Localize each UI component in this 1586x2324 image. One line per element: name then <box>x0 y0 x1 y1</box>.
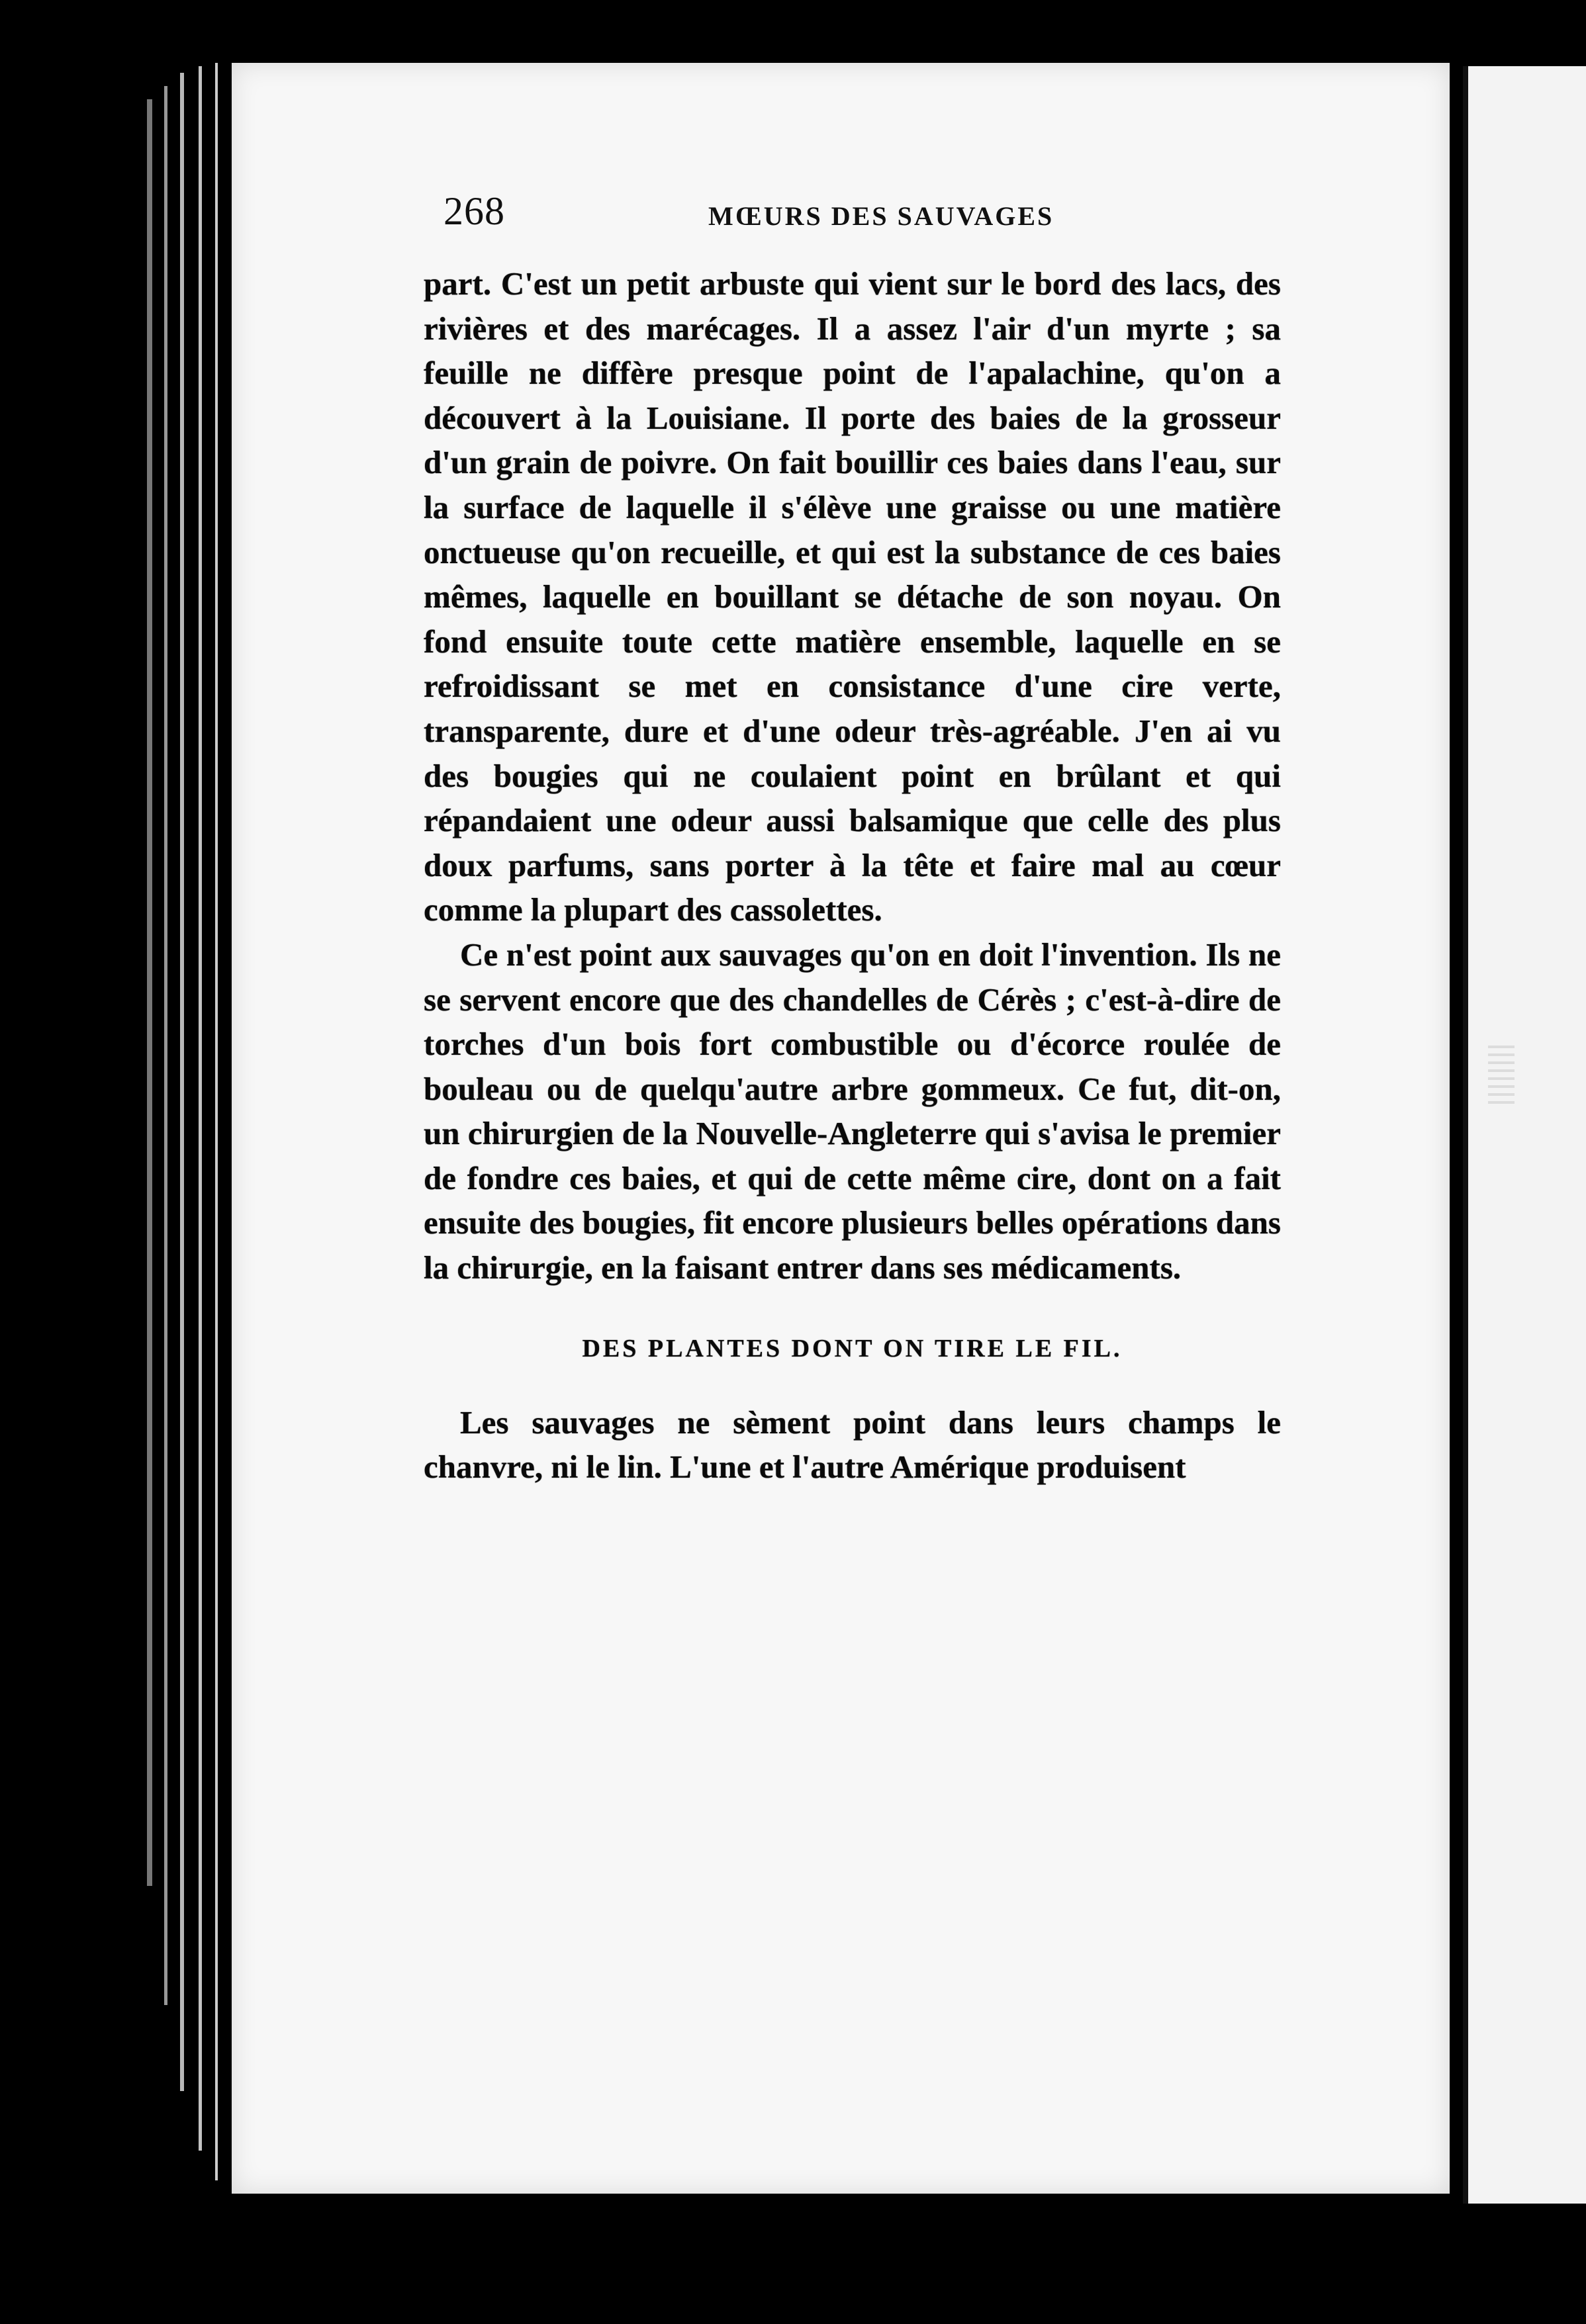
page-header <box>443 189 1370 242</box>
paragraph: Ce n'est point aux sauvages qu'on en doit l'invention. Ils ne se servent encore que des chandelles de Cérès ; c'est-à-dire de torches d'un bois fort combustible ou d'écorce roulée de bouleau ou de quelqu'autre arbre gommeux. Ce fut, dit-on, un chirurgien de la Nouvelle-Angleterre qui s'avisa le premier de fondre ces baies, et qui de cette même cire, dont on a fait ensuite des bougies, fit encore plusieurs belles opérations dans la chirurgie, en la faisant entrer dans ses médicaments. <box>424 936 1281 1286</box>
running-title: MŒURS DES SAUVAGES <box>708 201 1054 231</box>
paragraph: part. C'est un petit arbuste qui vient sur le bord des lacs, des rivières et des marécages. Il a assez l'air d'un myrte ; sa feuille ne diffère presque point de l'apalachine, qu'on a découvert à la Louisiane. Il porte des baies de la grosseur d'un grain de poivre. On fait bouillir ces baies dans l'eau, sur la surface de laquelle il s'élève une graisse ou une matière onctueuse qu'on recueille, et qui est la substance de ces baies mêmes, laquelle en bouillant se détache de son noyau. On fond ensuite toute cette matière ensemble, laquelle en se refroidissant se met en consistance d'une cire verte, transparente, dure et d'une odeur très-agréable. J'en ai vu des bougies qui ne coulaient point en brûlant et qui répandaient une odeur aussi balsamique que celle des plus doux parfums, sans porter à la tête et faire mal au cœur comme la plupart des cassolettes. <box>424 265 1281 928</box>
page-edge <box>180 73 184 2091</box>
page-edge <box>147 99 152 1886</box>
page-edge <box>215 63 218 2180</box>
section-heading: DES PLANTES DONT ON TIRE LE FIL. <box>582 1334 1123 1363</box>
book-page <box>232 63 1450 2194</box>
bleed-smudge <box>1488 1046 1515 1105</box>
page-edge <box>199 66 202 2151</box>
facing-page-edge <box>1463 66 1586 2204</box>
page-number: 268 <box>443 189 505 233</box>
page-edge <box>164 86 167 2005</box>
page-body <box>424 261 1281 1490</box>
paragraph: Les sauvages ne sèment point dans leurs champs le chanvre, ni le lin. L'une et l'autre Amérique produisent <box>424 1404 1281 1486</box>
